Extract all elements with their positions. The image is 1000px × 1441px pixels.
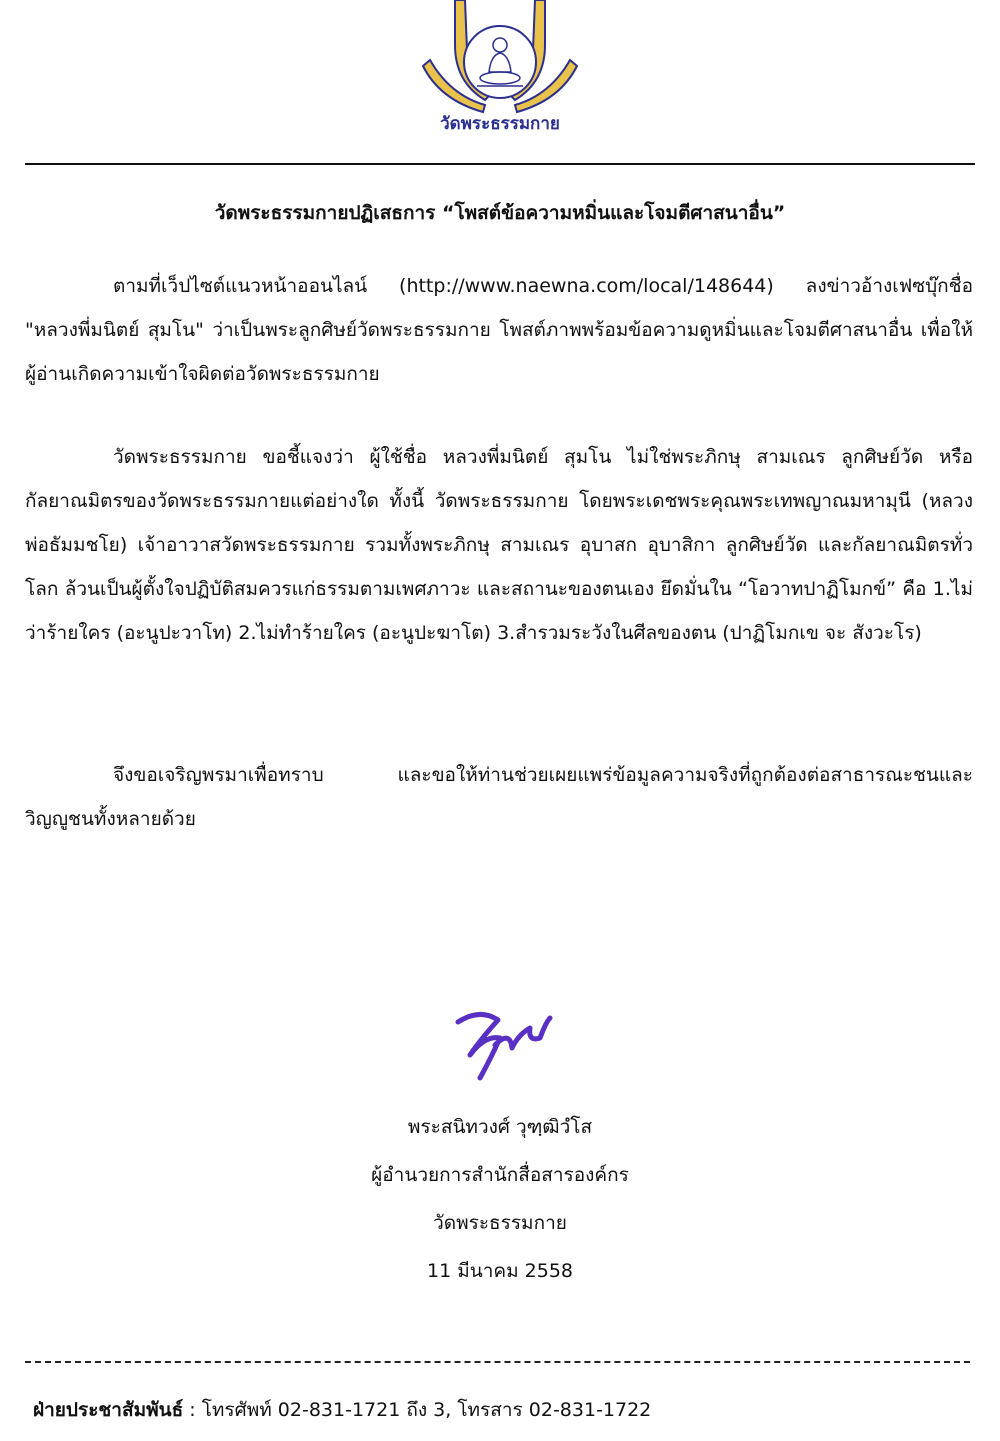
paragraph-2 bbox=[25, 435, 973, 655]
signature-image bbox=[440, 1000, 560, 1090]
signer-name: พระสนิทวงศ์ วุฑฺฒิวํโส bbox=[407, 1116, 593, 1138]
handwritten-signature-icon bbox=[440, 1000, 560, 1090]
logo-text: วัดพระธรรมกาย bbox=[440, 114, 560, 134]
temple-logo bbox=[395, 0, 605, 140]
footer-divider bbox=[25, 1361, 970, 1363]
paragraph-3 bbox=[25, 753, 973, 841]
signer-organization: วัดพระธรรมกาย bbox=[433, 1212, 567, 1234]
footer-contact-text: โทรศัพท์ 02-831-1721 ถึง 3, โทรสาร 02-831-1722 bbox=[201, 1399, 652, 1421]
top-divider bbox=[25, 163, 975, 165]
footer-contact bbox=[33, 1395, 651, 1425]
footer-label: ฝ่ายประชาสัมพันธ์ bbox=[33, 1399, 184, 1421]
paragraph-1-text: ตามที่เว็ปไซต์แนวหน้าออนไลน์ (http://www.naewna.com/local/148644) ลงข่าวอ้างเฟซบุ๊กชื่อ "หลวงพี่มนิตย์ สุมโน" ว่าเป็นพระลูกศิษย์วัดพระธรรมกาย โพสต์ภาพพร้อมข้อความดูหมิ่นและโจมตีศาสนาอื่น เพื่อให้ผู้อ่านเกิดความเข้าใจผิดต่อวัดพระธรรมกาย bbox=[25, 275, 973, 385]
footer-separator: : bbox=[189, 1399, 196, 1421]
dhammakaya-logo-icon bbox=[395, 0, 605, 115]
signer-position: ผู้อำนวยการสำนักสื่อสารองค์กร bbox=[371, 1164, 629, 1186]
document-title: วัดพระธรรมกายปฏิเสธการ “โพสต์ข้อความหมิ่นและโจมตีศาสนาอื่น” bbox=[214, 202, 786, 224]
paragraph-3-text: จึงขอเจริญพรมาเพื่อทราบ และขอให้ท่านช่วยเผยแพร่ข้อมูลความจริงที่ถูกต้องต่อสาธารณะชนและวิญญูชนทั้งหลายด้วย bbox=[25, 764, 973, 830]
paragraph-2-text: วัดพระธรรมกาย ขอชี้แจงว่า ผู้ใช้ชื่อ หลวงพี่มนิตย์ สุมโน ไม่ใช่พระภิกษุ สามเณร ลูกศิษย์วัด หรือกัลยาณมิตรของวัดพระธรรมกายแต่อย่างใด ทั้งนี้ วัดพระธรรมกาย โดยพระเดชพระคุณพระเทพญาณมหามุนี (หลวงพ่อธัมมชโย) เจ้าอาวาสวัดพระธรรมกาย รวมทั้งพระภิกษุ สามเณร อุบาสก อุบาสิกา ลูกศิษย์วัด และกัลยาณมิตรทั่วโลก ล้วนเป็นผู้ตั้งใจปฏิบัติสมควรแก่ธรรมตามเพศภาวะ และสถานะของตนเอง ยึดมั่นใน “โอวาทปาฏิโมกข์” คือ 1.ไม่ว่าร้ายใคร (อะนูปะวาโท) 2.ไม่ทำร้ายใคร (อะนูปะฆาโต) 3.สำรวมระวังในศีลของตน (ปาฏิโมกเข จะ สังวะโร) bbox=[25, 446, 973, 644]
signature-block bbox=[0, 1103, 1000, 1295]
paragraph-1 bbox=[25, 264, 973, 396]
document-date: 11 มีนาคม 2558 bbox=[426, 1260, 574, 1282]
